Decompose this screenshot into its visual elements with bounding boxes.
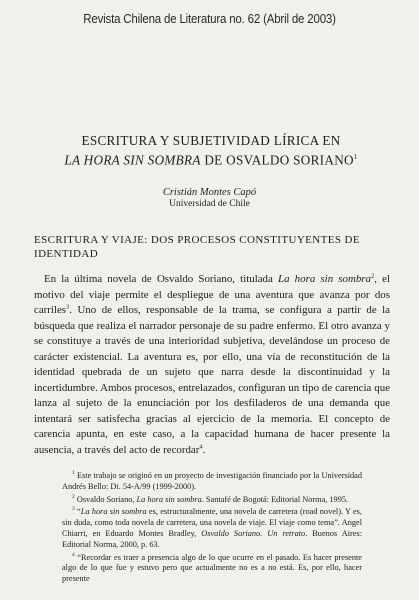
body-text-1: En la última novela de Osvaldo Soriano, titulada bbox=[44, 273, 279, 285]
footnote-4-text: “Recordar es traer a presencia algo de lo que ocurre en el pasado. Es hacer presente algo de lo que fue y estuvo pero que actualmente no es a no está. Es, por ello, hacer presente bbox=[62, 552, 362, 584]
footnote-3-text-a: es, estructuralmente, una novela de carretera (road novel). Y es, sin duda, como toda novela de carretera, una novela de viaje. El viaje como tema”. Angel Chiarri, en Eduardo Montes Bradley, bbox=[62, 507, 362, 538]
author-name: Cristián Montes Capó bbox=[162, 187, 257, 198]
footnote-2-text-a: Osvaldo Soriano, bbox=[76, 494, 137, 504]
footnote-2 bbox=[62, 495, 362, 506]
footnote-3: $^3$ “La hora sin sombra es, estructuralmente, una novela de carretera (road novel). Y es, sin duda, como toda novela de carretera, una novela de viaje. El viaje como tema”. Angel Chiarri, en Eduardo Montes Bradley, Osvaldo Soriano. Un retrato. Buenos Aires: Editorial Norma, 2000, p. 63. bbox=[62, 506, 362, 549]
footnote-4 bbox=[62, 553, 362, 585]
footnote-1 bbox=[62, 471, 362, 493]
footnote-4-mark: 4 bbox=[72, 551, 75, 558]
section-heading: ESCRITURA Y VIAJE: DOS PROCESOS CONSTITUYENTES DE IDENTIDAD bbox=[34, 234, 360, 260]
footnote-1-mark: 1 bbox=[72, 470, 75, 477]
footnote-3-mark: 3 bbox=[72, 506, 75, 513]
footnote-3-book-title: Osvaldo Soriano. Un retrato bbox=[201, 528, 306, 538]
footnote-1-text: Este trabajo se originó en un proyecto de investigación financiado por la Universidad Andrés Bello: Di. 54-A/99 (1999-2000). bbox=[62, 471, 362, 491]
body-text-2: , el motivo del viaje permite el despliegue de una aventura que avanza por dos carriles bbox=[34, 273, 391, 317]
footnote-ref-4: 4 bbox=[199, 443, 203, 451]
footnote-2-mark: 2 bbox=[72, 493, 75, 500]
title-footnote-marker: 1 bbox=[353, 153, 358, 161]
body-text-3: . Uno de ellos, responsable de la trama, se configura a partir de la búsqueda que realiza el narrador personaje de su padre enfermo. El otro avanza y se constituye a través de una interioridad subjetiva, develándose un proceso de carácter existencial. La aventura es, por ello, una vía de reconstitución de la identidad quebrada de un sujeto que narra desde la discontinuidad y la incertidumbre. Ambos procesos, entrelazados, configuran un tipo de carencia que lanza al sujeto de la enunciación por los desfiladeros de una demanda que intentará ser satisfecha gracias al ejercicio de la memoria. El concepto de carencia apunta, en este caso, a la capacidad humana de hacer presente la ausencia, a través del acto de recordar bbox=[34, 304, 390, 457]
title-line-1: ESCRITURA Y SUBJETIVIDAD LÍRICA EN bbox=[81, 133, 341, 148]
author-affiliation: Universidad de Chile bbox=[169, 199, 250, 209]
footnote-2-text-b: . Santafé de Bogotá: Editorial Norma, 1995. bbox=[201, 494, 349, 504]
footnote-ref-3: 3 bbox=[66, 303, 70, 311]
footnote-2-title: La hora sin sombra bbox=[136, 494, 202, 504]
body-novel-title: La hora sin sombra bbox=[278, 273, 371, 285]
footnote-3-text-b: . Buenos Aires: Editorial Norma, 2000, p. 63. bbox=[62, 528, 362, 549]
title-line-2-rest: DE OSVALDO SORIANO bbox=[200, 152, 354, 168]
journal-header: Revista Chilena de Literatura no. 62 (Abril de 2003) bbox=[83, 12, 336, 26]
footnotes bbox=[62, 471, 362, 587]
footnote-3-title: La hora sin sombra bbox=[80, 507, 147, 517]
body-paragraph bbox=[34, 272, 390, 459]
article-title bbox=[56, 132, 366, 168]
footnote-ref-2: 2 bbox=[371, 272, 375, 280]
title-line-2 bbox=[56, 149, 366, 168]
body-text-end: . bbox=[202, 444, 206, 457]
title-novel-name: LA HORA SIN SOMBRA bbox=[64, 152, 201, 168]
